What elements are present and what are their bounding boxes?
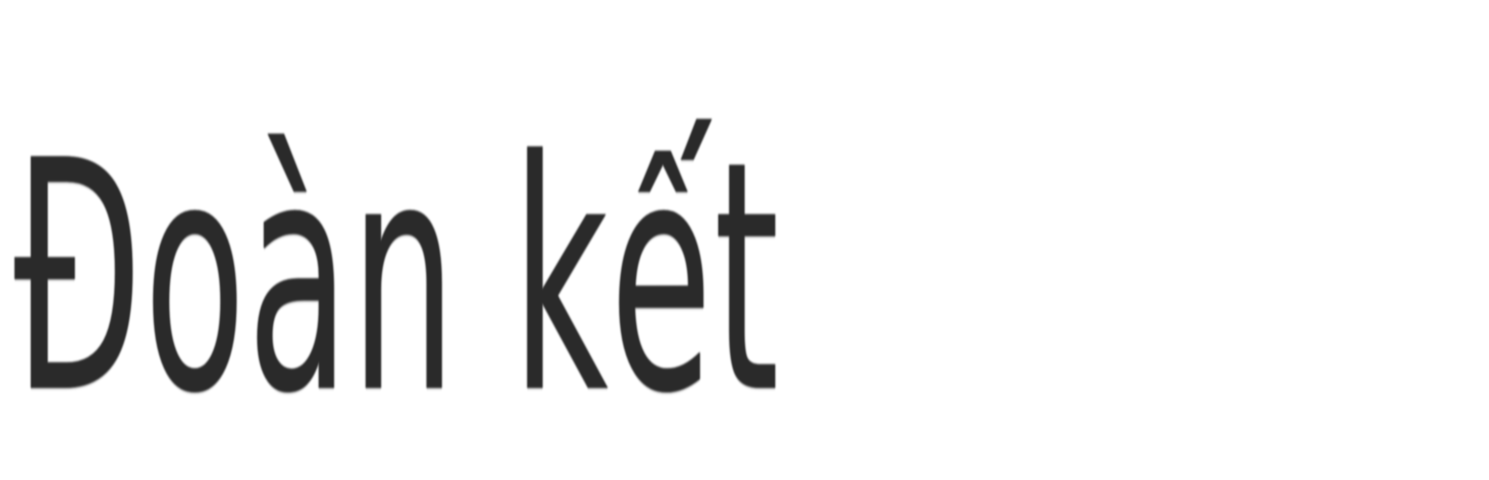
displayed-text: Đoàn kết [14, 93, 781, 463]
text-line [14, 88, 781, 468]
